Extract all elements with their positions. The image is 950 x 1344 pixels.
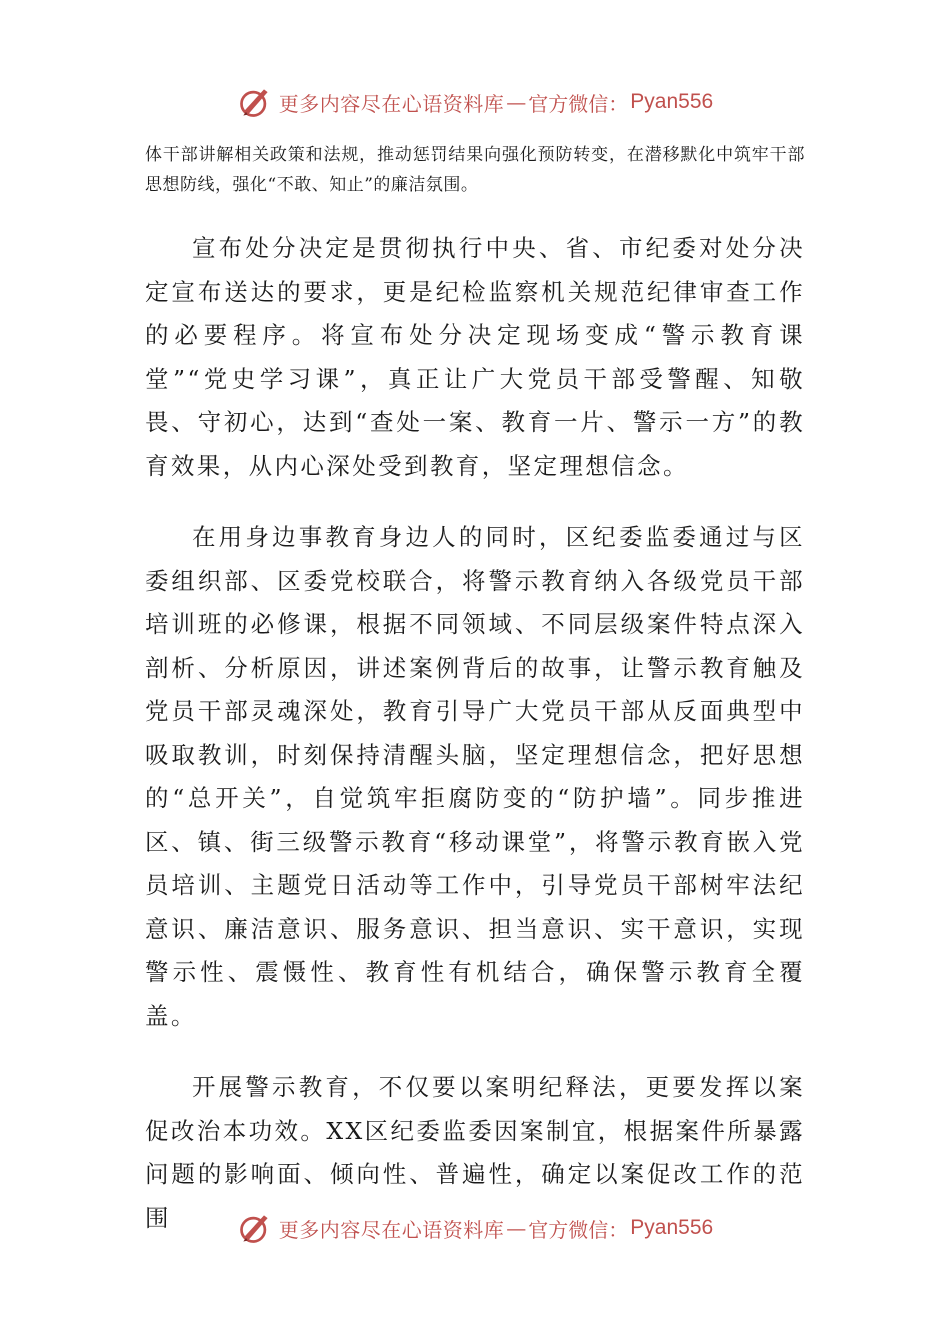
- banner-wechat-label: 官方微信：: [528, 1217, 629, 1242]
- paragraph-3: 开展警示教育，不仅要以案明纪释法，更要发挥以案促改治本功效。XX区纪委监委因案制宜，根据案件所暴露问题的影响面、倾向性、普遍性，确定以案促改工作的范围: [145, 1073, 805, 1232]
- pen-logo-icon: [237, 84, 273, 120]
- document-body: [145, 140, 805, 1240]
- banner-brand-text: 更多内容尽在心语资料库: [278, 91, 505, 116]
- banner-dash: —: [506, 1216, 527, 1240]
- pen-logo-icon: [237, 1210, 273, 1246]
- banner-wechat-id: Pyan556: [630, 90, 714, 113]
- lead-paragraph: 体干部讲解相关政策和法规，推动惩罚结果向强化预防转变，在潜移默化中筑牢干部思想防线，强化“不敢、知止”的廉洁氛围。: [145, 145, 805, 195]
- banner-dash: —: [506, 90, 527, 114]
- paragraph-1: 宣布处分决定是贯彻执行中央、省、市纪委对处分决定宣布送达的要求，更是纪检监察机关规范纪律审查工作的必要程序。将宣布处分决定现场变成“警示教育课堂”“党史学习课”，真正让广大党员干部受警醒、知敬畏、守初心，达到“查处一案、教育一片、警示一方”的教育效果，从内心深处受到教育，坚定理想信念。: [145, 234, 805, 480]
- header-banner: [0, 82, 950, 122]
- paragraph-2: 在用身边事教育身边人的同时，区纪委监委通过与区委组织部、区委党校联合，将警示教育纳入各级党员干部培训班的必修课，根据不同领域、不同层级案件特点深入剖析、分析原因，讲述案例背后的故事，让警示教育触及党员干部灵魂深处，教育引导广大党员干部从反面典型中吸取教训，时刻保持清醒头脑，坚定理想信念，把好思想的“总开关”，自觉筑牢拒腐防变的“防护墙”。同步推进区、镇、街三级警示教育“移动课堂”，将警示教育嵌入党员培训、主题党日活动等工作中，引导党员干部树牢法纪意识、廉洁意识、服务意识、担当意识、实干意识，实现警示性、震慑性、教育性有机结合，确保警示教育全覆盖。: [145, 523, 805, 1030]
- banner-brand-text: 更多内容尽在心语资料库: [278, 1217, 505, 1242]
- banner-wechat-id: Pyan556: [630, 1216, 714, 1239]
- footer-banner: [0, 1208, 950, 1248]
- banner-wechat-label: 官方微信：: [528, 91, 629, 116]
